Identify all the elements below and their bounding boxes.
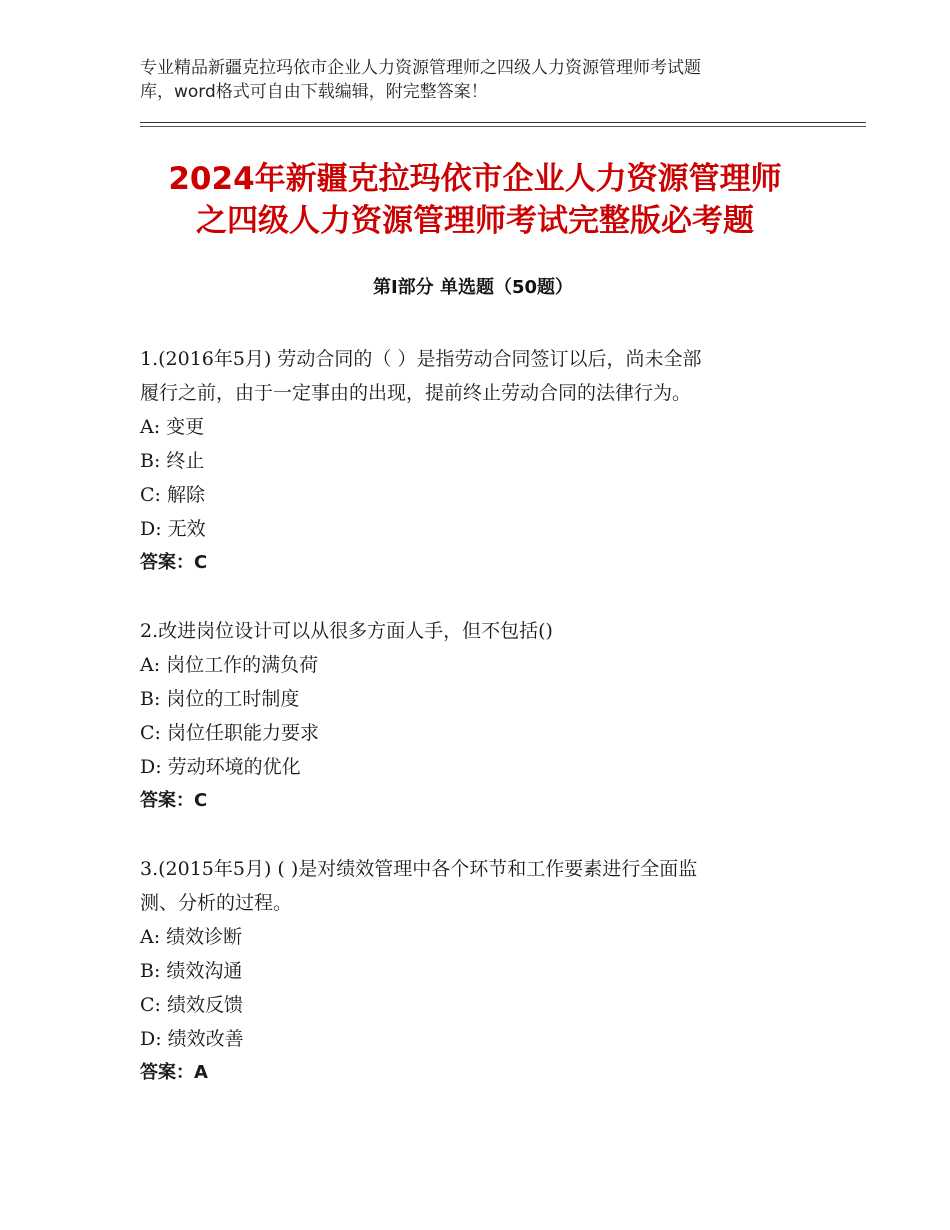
answer: 答案：C [140, 790, 208, 811]
option-c: C: 绩效反馈 [140, 994, 243, 1016]
answer: 答案：A [140, 1062, 208, 1083]
document-title-line-1: 2024年新疆克拉玛依市企业人力资源管理师 [168, 161, 782, 197]
question-stem: 1.(2016年5月) 劳动合同的（ ）是指劳动合同签订以后，尚未全部 [140, 348, 702, 370]
header-divider [140, 122, 866, 123]
question-2 [140, 614, 820, 818]
header-note-line-1: 专业精品新疆克拉玛依市企业人力资源管理师之四级人力资源管理师考试题 [140, 58, 701, 78]
header-divider-secondary [140, 126, 866, 127]
answer: 答案：C [140, 552, 208, 573]
question-stem-continued: 履行之前，由于一定事由的出现，提前终止劳动合同的法律行为。 [140, 382, 692, 404]
document-title [100, 158, 850, 242]
question-stem: 3.(2015年5月) ( )是对绩效管理中各个环节和工作要素进行全面监 [140, 858, 698, 880]
question-3 [140, 852, 820, 1090]
question-stem: 2.改进岗位设计可以从很多方面人手，但不包括() [140, 620, 553, 642]
header-note [140, 56, 780, 104]
option-d: D: 劳动环境的优化 [140, 756, 301, 778]
option-b: B: 岗位的工时制度 [140, 688, 300, 710]
question-stem-continued: 测、分析的过程。 [140, 892, 293, 914]
option-b: B: 终止 [140, 450, 205, 472]
option-b: B: 绩效沟通 [140, 960, 243, 982]
option-a: A: 绩效诊断 [140, 926, 243, 948]
header-note-line-2: 库，word格式可自由下载编辑，附完整答案！ [140, 82, 488, 102]
option-a: A: 变更 [140, 416, 205, 438]
question-1 [140, 342, 820, 580]
option-d: D: 无效 [140, 518, 206, 540]
option-d: D: 绩效改善 [140, 1028, 244, 1050]
option-c: C: 解除 [140, 484, 205, 506]
document-title-line-2: 之四级人力资源管理师考试完整版必考题 [196, 203, 754, 239]
option-a: A: 岗位工作的满负荷 [140, 654, 319, 676]
option-c: C: 岗位任职能力要求 [140, 722, 319, 744]
section-heading: 第Ⅰ部分 单选题（50题） [372, 277, 573, 298]
